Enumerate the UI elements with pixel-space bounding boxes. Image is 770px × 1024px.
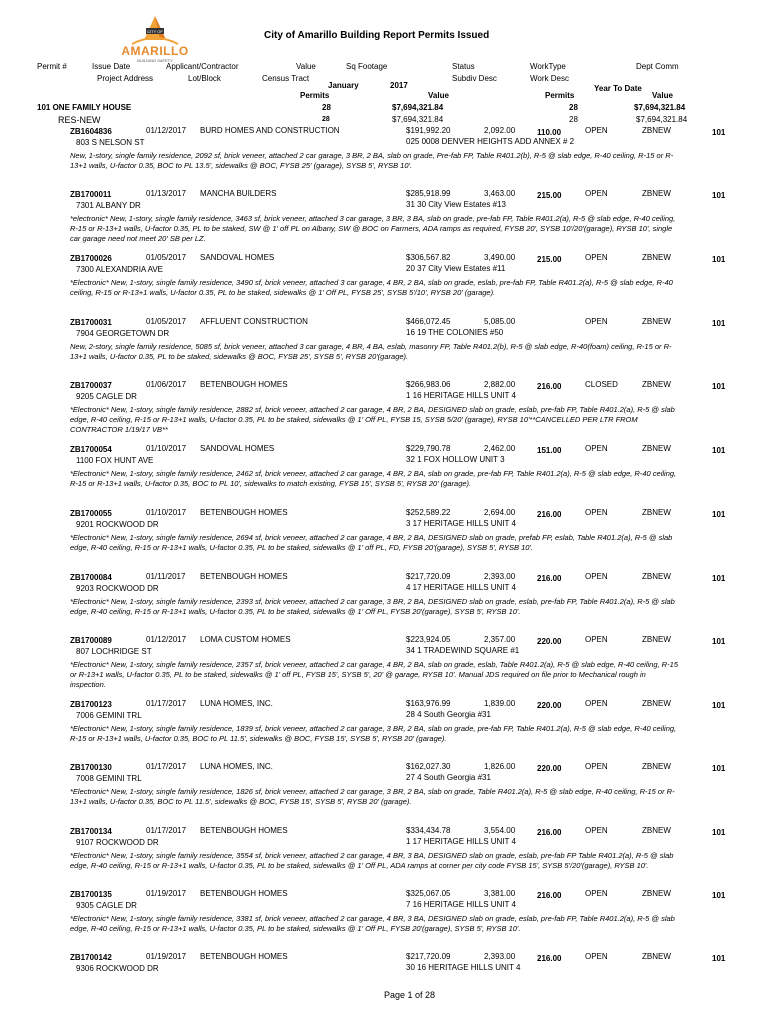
ytd-value-label: Value [652,91,673,100]
work-description: *electronic* New, 1-story, single family residence, 3463 sf, brick veneer, attached 3 car garage, 3 BR, 3 BA, slab on grade, pre-fab FP, Table R401.2(a), R-5 @ slab edge, R-40 ceiling, R-15 or R-13+1 walls, U-factor 0.35, PL to be staked, SW @ 1' off PL on Albany, SW @ BOC on Farmers, ADA ramps as required, FYSB 20', SYSB 10'/20'(garage), RYSB 10', single car garage need not meet 20' SB per LZ. [70,214,676,243]
svg-text:CITY OF: CITY OF [147,29,163,34]
work-description: *Electronic* New, 1-story, single family residence, 2694 sf, brick veneer, attached 2 car garage, 4 BR, 2 BA, DESIGNED slab on grade, prefab FP, eslab, Table R401.2(a), R-5 @ slab edge, R-40 ceiling, R-15 or R-13+1 walls, U-factor 0.35, PL to be staked, sidewalks @ 1' off PL, FD, FYSB 20'(garage), SYSB 5', RYSB 10'. [70,533,673,552]
contractor-name: LUNA HOMES, INC. [200,699,273,708]
work-type: ZBNEW [642,126,671,135]
work-type: ZBNEW [642,508,671,517]
project-address: 803 S NELSON ST [76,138,145,147]
work-description: *Electronic* New, 1-story, single family residence, 2462 sf, brick veneer, attached 2 car garage, 4 BR, 2 BA, slab on grade, pre-fab FP, Table R401.2(a), R-5 @ slab edge, R-40 ceiling, R-15 or R-13+1 walls, U-factor 0.35, BOC to PL 10', sidewalks to match existing, FYSB 15', SYSB 5', RYSB 20' (garage). [70,469,677,488]
contractor-name: BETENBOUGH HOMES [200,508,288,517]
dept-comm: 101 [712,574,726,583]
census-tract: 216.00 [537,891,562,900]
project-address: 9305 CAGLE DR [76,901,137,910]
project-address: 9203 ROCKWOOD DR [76,584,159,593]
dept-comm: 101 [712,255,726,264]
square-footage: 3,463.00 [484,189,516,198]
permit-number: ZB1700084 [70,573,112,582]
permit-status: OPEN [585,826,608,835]
work-description: *Electronic* New, 1-story, single family residence, 1826 sf, brick veneer, attached 2 car garage, 3 BR, 2 BA, slab on grade, Table R401.2(a), R-5 @ slab edge, R-40 ceiling, R-15 or R-13+1 walls, U-factor 0.35, BOC to PL 11.5', sidewalks @ BOC, FYSB 15', SYSB 5', RYSB 20' (garage). [70,787,675,806]
square-footage: 2,393.00 [484,572,516,581]
period-month: January [328,81,359,90]
dept-comm: 101 [712,446,726,455]
work-type: ZBNEW [642,826,671,835]
work-type: ZBNEW [642,317,671,326]
permit-status: OPEN [585,635,608,644]
contractor-name: SANDOVAL HOMES [200,444,275,453]
subdivision: 1 17 HERITAGE HILLS UNIT 4 [406,837,516,846]
permit-value: $229,790.78 [406,444,451,453]
work-description: *Electronic* New, 1-story, single family residence, 2357 sf, brick veneer, attached 2 car garage, 4 BR, 2 BA, slab on grade, eslab, Table R401.2(a), R-5 @ slab edge, R-40 ceiling, R-15 or R-13+1 walls, U-factor 0.35, PL to be staked, sidewalks @ 1' off PL, FYSB 15', SYSB 5', 20' @ garage, RYSB 10'. Manual JDS required on file prior to Mechanical rough in inspection. [70,660,678,689]
issue-date: 01/10/2017 [146,444,187,453]
work-description: *Electronic* New, 1-story, single family residence, 3490 sf, brick veneer, attached 3 car garage, 4 BR, 2 BA, slab on grade, eslab, pre-fab FP, Table R401.2(a), R-5 @ slab edge, R-40 ceiling, R-15 or R-13+1 walls, U-factor 0.35, PL to be staked, sidewalks @ 1' Off PL, FYSB 25', SYSB 5'/10', RYSB 20' (garage). [70,278,673,297]
col-permit: Permit # [37,62,67,71]
work-type: ZBNEW [642,572,671,581]
census-tract: 220.00 [537,637,562,646]
work-type: ZBNEW [642,889,671,898]
project-address: 7301 ALBANY DR [76,201,141,210]
dept-comm: 101 [712,891,726,900]
work-type: ZBNEW [642,762,671,771]
contractor-name: BURD HOMES AND CONSTRUCTION [200,126,340,135]
contractor-name: LUNA HOMES, INC. [200,762,273,771]
square-footage: 1,839.00 [484,699,516,708]
dept-comm: 101 [712,510,726,519]
issue-date: 01/17/2017 [146,826,187,835]
dept-comm: 101 [712,764,726,773]
subdivision: 32 1 FOX HOLLOW UNIT 3 [406,455,505,464]
subdivision: 30 16 HERITAGE HILLS UNIT 4 [406,963,521,972]
permit-value: $163,976.99 [406,699,451,708]
project-address: 7904 GEORGETOWN DR [76,329,170,338]
issue-date: 01/12/2017 [146,126,187,135]
dept-comm: 101 [712,382,726,391]
square-footage: 3,490.00 [484,253,516,262]
square-footage: 1,826.00 [484,762,516,771]
subcategory-ytd-permits: 28 [569,115,578,124]
subcategory-value: $7,694,321.84 [392,115,444,124]
permit-status: OPEN [585,444,608,453]
permit-status: OPEN [585,189,608,198]
category-permits: 28 [322,103,331,112]
permit-number: ZB1700026 [70,254,112,263]
subdivision: 3 17 HERITAGE HILLS UNIT 4 [406,519,516,528]
col-status: Status [452,62,475,71]
logo-text: AMARILLO [121,44,189,58]
subcategory-ytd-value: $7,694,321.84 [636,115,688,124]
square-footage: 3,381.00 [484,889,516,898]
col-census-tract: Census Tract [262,74,310,83]
project-address: 1100 FOX HUNT AVE [76,456,154,465]
permit-value: $223,924.05 [406,635,451,644]
permit-status: OPEN [585,508,608,517]
issue-date: 01/05/2017 [146,253,187,262]
square-footage: 2,357.00 [484,635,516,644]
work-type: ZBNEW [642,444,671,453]
col-applicant: Applicant/Contractor [166,62,239,71]
issue-date: 01/17/2017 [146,762,187,771]
permit-status: OPEN [585,572,608,581]
dept-comm: 101 [712,637,726,646]
issue-date: 01/11/2017 [146,572,186,581]
permit-number: ZB1700130 [70,763,112,772]
permit-value: $191,992.20 [406,126,451,135]
permit-status: OPEN [585,317,608,326]
subdivision: 28 4 South Georgia #31 [406,710,491,719]
permit-value: $306,567.82 [406,253,451,262]
permit-number: ZB1604836 [70,127,112,136]
square-footage: 2,393.00 [484,952,516,961]
issue-date: 01/12/2017 [146,635,187,644]
work-type: ZBNEW [642,699,671,708]
col-dept-comm: Dept Comm [636,62,679,71]
ytd-label: Year To Date [594,84,642,93]
permit-number: ZB1700055 [70,509,112,518]
work-type: ZBNEW [642,635,671,644]
issue-date: 01/13/2017 [146,189,187,198]
dept-comm: 101 [712,128,726,137]
project-address: 7008 GEMINI TRL [76,774,142,783]
subcategory-permits: 28 [322,116,330,123]
permit-status: OPEN [585,126,608,135]
contractor-name: BETENBOUGH HOMES [200,380,288,389]
permit-number: ZB1700031 [70,318,112,327]
permit-value: $334,434.78 [406,826,451,835]
permit-number: ZB1700054 [70,445,112,454]
permit-value: $285,918.99 [406,189,451,198]
subdivision: 1 16 HERITAGE HILLS UNIT 4 [406,391,516,400]
dept-comm: 101 [712,319,726,328]
square-footage: 5,085.00 [484,317,516,326]
dept-comm: 101 [712,828,726,837]
permit-value: $266,983.06 [406,380,451,389]
project-address: 9107 ROCKWOOD DR [76,838,159,847]
subdivision: 31 30 City View Estates #13 [406,200,506,209]
project-address: 9306 ROCKWOOD DR [76,964,159,973]
work-type: ZBNEW [642,189,671,198]
square-footage: 2,882.00 [484,380,516,389]
project-address: 9205 CAGLE DR [76,392,137,401]
col-issue-date: Issue Date [92,62,131,71]
subdivision: 025 0008 DENVER HEIGHTS ADD ANNEX # 2 [406,137,575,146]
work-description: *Electronic* New, 1-story, single family residence, 2393 sf, brick veneer, attached 2 car garage, 3 BR, 2 BA, DESIGNED slab on grade, eslab, pre-fab FP, Table R401.2(a), R-5 @ slab edge, R-40 ceiling, R-15 or R-13+1 walls, U-factor 0.35, PL to be staked, sidewalks @ 1' Off PL, FYSB 20'(garage), SYSB 5', RYSB 10'. [70,597,675,616]
issue-date: 01/19/2017 [146,889,187,898]
issue-date: 01/10/2017 [146,508,187,517]
square-footage: 2,462.00 [484,444,516,453]
permit-status: OPEN [585,253,608,262]
work-type: ZBNEW [642,253,671,262]
census-tract: 216.00 [537,828,562,837]
work-description: *Electronic* New, 1-story, single family residence, 3554 sf, brick veneer, attached 2 car garage, 4 BR, 3 BA, DESIGNED slab on grade, eslab, pre-fab FP Table R401.2(a), R-5 @ slab edge, R-40 ceiling, R-15 or R-13+1 walls, U-factor 0.35, PL to be staked, sidewalks @ 1' Off PL, ADA ramps at corner per city code FYSB 15', SYSB 5'/20'(garage), RYSB 10'. [70,851,674,870]
contractor-name: MANCHA BUILDERS [200,189,277,198]
col-project-address: Project Address [97,74,154,83]
permit-value: $162,027.30 [406,762,451,771]
dept-comm: 101 [712,191,726,200]
col-worktype: WorkType [530,62,566,71]
dept-comm: 101 [712,954,726,963]
contractor-name: BETENBOUGH HOMES [200,952,288,961]
issue-date: 01/06/2017 [146,380,187,389]
permit-status: OPEN [585,699,608,708]
col-value: Value [296,62,316,71]
contractor-name: SANDOVAL HOMES [200,253,275,262]
project-address: 7006 GEMINI TRL [76,711,142,720]
permit-status: OPEN [585,952,608,961]
logo-subtext: BUILDING SAFETY [137,58,173,63]
permit-value: $466,072.45 [406,317,451,326]
col-subdiv-desc: Subdiv Desc [452,74,497,83]
contractor-name: BETENBOUGH HOMES [200,572,288,581]
square-footage: 2,694.00 [484,508,516,517]
permit-status: OPEN [585,762,608,771]
project-address: 807 LOCHRIDGE ST [76,647,152,656]
project-address: 9201 ROCKWOOD DR [76,520,159,529]
subdivision: 7 16 HERITAGE HILLS UNIT 4 [406,900,516,909]
report-title: City of Amarillo Building Report Permits Issued [264,30,490,41]
census-tract: 151.00 [537,446,562,455]
ytd-permits-label: Permits [545,91,575,100]
issue-date: 01/19/2017 [146,952,187,961]
contractor-name: BETENBOUGH HOMES [200,826,288,835]
col-work-desc: Work Desc [530,74,569,83]
census-tract: 215.00 [537,191,562,200]
permit-number: ZB1700142 [70,953,112,962]
work-description: *Electronic* New, 1-story, single family residence, 3381 sf, brick veneer, attached 2 car garage, 4 BR, 3 BA, DESIGNED slab on grade, eslab, pre-fab FP, Table R401.2(a), R-5 @ slab edge, R-40 ceiling, R-15 or R-13+1 walls, U-factor 0.35, PL to be staked, sidewalks @ 1' Off PL, FYSB 20'(garage), SYSB 5', RYSB 10'. [70,914,675,933]
census-tract: 215.00 [537,255,562,264]
subdivision: 34 1 TRADEWIND SQUARE #1 [406,646,520,655]
census-tract: 216.00 [537,954,562,963]
permit-number: ZB1700037 [70,381,112,390]
permit-number: ZB1700123 [70,700,112,709]
permit-status: OPEN [585,889,608,898]
amarillo-logo [116,14,194,62]
permit-number: ZB1700089 [70,636,112,645]
col-sq-footage: Sq Footage [346,62,388,71]
work-description: *Electronic* New, 1-story, single family residence, 1839 sf, brick veneer, attached 2 car garage, 3 BR, 2 BA, slab on grade, pre-fab FP, Table R401.2(a), R-5 @ slab edge, R-40 ceiling, R-15 or R-13+1 walls, U-factor 0.35, BOC to PL 11.5', sidewalks @ BOC, FYSB 15', SYSB 5', RYSB 20' (garage). [70,724,677,743]
subcategory-name: RES-NEW [58,115,101,125]
issue-date: 01/17/2017 [146,699,187,708]
work-description: New, 2-story, single family residence, 5085 sf, brick veneer, attached 3 car garage, 4 BR, 4 BA, eslab, masonry FP, Table R401.2(b), R-5 @ slab edge, R-40(foam) ceiling, R-15 or R-13+1 walls, U-factor 0.35, PL to be staked, sidewalks @ BOC, FYSB 25', SYSB 5', RYSB 20'(garage). [70,342,672,361]
work-description: *Electronic* New, 1-story, single family residence, 2882 sf, brick veneer, attached 2 car garage, 4 BR, 2 BA, DESIGNED slab on grade, eslab, pre-fab FP, Table R401.2(a), R-5 @ slab edge, R-40 ceiling, R-15 or R-13+1 walls, U-factor 0.35, PL to be staked, sidewalks @ 1' Off PL, FYSB 15, SYSB 5/20' (garage), RYSB 10'**CANCELLED PER LTR FROM CONTRACTOR 1/19/17 VB** [70,405,675,434]
work-description: New, 1-story, single family residence, 2092 sf, brick veneer, attached 2 car garage, 3 BR, 2 BA, slab on grade, Pre-fab FP, Table R401.2(b), R-5 @ slab edge, R-40 ceiling, R-15 or R-13+1 walls, U-factor 0.35, BOC to PL 13.5', sidewalks @ BOC, FYSB 25' (garage), SYSB 5', RYSB 10'. [70,151,674,170]
permit-value: $325,067.05 [406,889,451,898]
period-permits-label: Permits [300,91,330,100]
subdivision: 20 37 City View Estates #11 [406,264,506,273]
contractor-name: LOMA CUSTOM HOMES [200,635,291,644]
work-type: ZBNEW [642,380,671,389]
work-type: ZBNEW [642,952,671,961]
dept-comm: 101 [712,701,726,710]
census-tract: 220.00 [537,701,562,710]
period-value-label: Value [428,91,449,100]
col-lot-block: Lot/Block [188,74,221,83]
subdivision: 27 4 South Georgia #31 [406,773,491,782]
permit-number: ZB1700135 [70,890,112,899]
issue-date: 01/05/2017 [146,317,187,326]
permit-value: $252,589.22 [406,508,451,517]
census-tract: 110.00 [537,128,562,137]
period-year: 2017 [390,81,408,90]
contractor-name: BETENBOUGH HOMES [200,889,288,898]
census-tract: 216.00 [537,382,562,391]
page-footer: Page 1 of 28 [384,990,436,1000]
permit-value: $217,720.09 [406,952,451,961]
census-tract: 216.00 [537,510,562,519]
subdivision: 16 19 THE COLONIES #50 [406,328,504,337]
category-ytd-permits: 28 [569,103,578,112]
permit-number: ZB1700134 [70,827,112,836]
subdivision: 4 17 HERITAGE HILLS UNIT 4 [406,583,516,592]
permit-status: CLOSED [585,380,618,389]
square-footage: 2,092.00 [484,126,516,135]
category-value: $7,694,321.84 [392,103,444,112]
census-tract: 220.00 [537,764,562,773]
square-footage: 3,554.00 [484,826,516,835]
census-tract: 216.00 [537,574,562,583]
permit-number: ZB1700011 [70,190,112,199]
permit-value: $217,720.09 [406,572,451,581]
project-address: 7300 ALEXANDRIA AVE [76,265,164,274]
contractor-name: AFFLUENT CONSTRUCTION [200,317,308,326]
category-name: 101 ONE FAMILY HOUSE [37,103,132,112]
category-ytd-value: $7,694,321.84 [634,103,686,112]
